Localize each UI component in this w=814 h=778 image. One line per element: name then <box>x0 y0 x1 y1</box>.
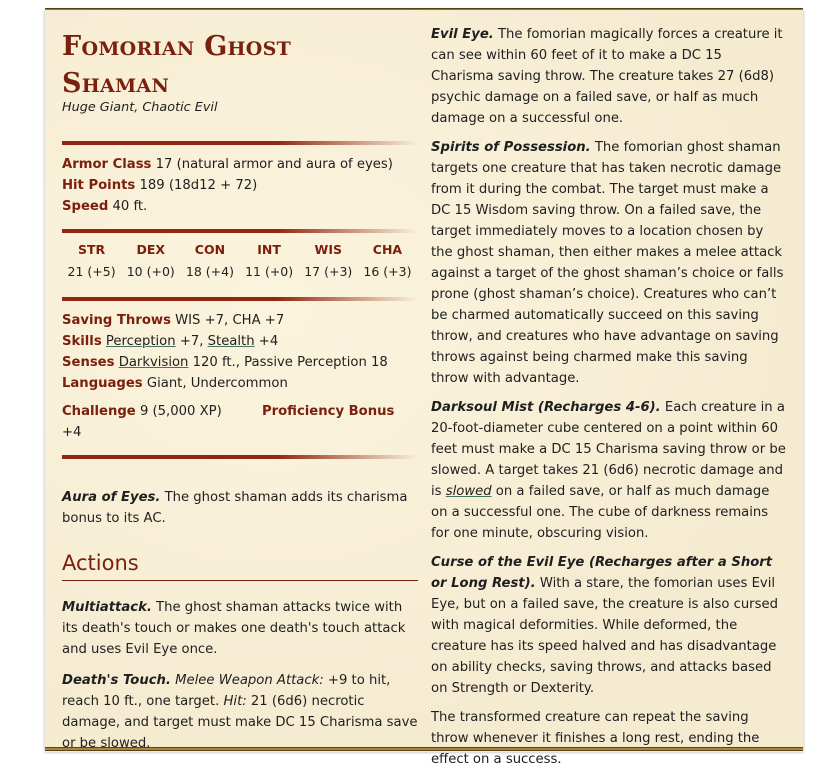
ability-con: CON 18 (+4) <box>185 242 234 279</box>
armor-class: Armor Class 17 (natural armor and aura of eyes) <box>62 157 393 172</box>
saving-throws: Saving Throws WIS +7, CHA +7 <box>62 313 285 328</box>
attributes <box>62 154 418 217</box>
ability-cha: CHA 16 (+3) <box>363 242 412 279</box>
skills: Skills Perception +7, Stealth +4 <box>62 334 279 349</box>
hit-points: Hit Points 189 (18d12 + 72) <box>62 178 258 193</box>
action-curse-of-the-evil-eye: Curse of the Evil Eye (Recharges after a Short or Long Rest). With a stare, the fomorian uses Evil Eye, but on a failed save, the creature is also cursed with magical deformities. While deformed, the creature has its speed halved and has disadvantage on ability checks, saving throws, and attacks based on Strength or Dexterity. <box>431 555 778 696</box>
monster-meta: Huge Giant, Chaotic Evil <box>62 100 218 115</box>
perception-link[interactable]: Perception <box>105 334 176 349</box>
proficiency-bonus: Proficiency Bonus +4 <box>62 404 395 440</box>
action-deaths-touch: Death's Touch. Melee Weapon Attack: +9 to hit, reach 10 ft., one target. Hit: 21 (6d6) necrotic damage, and target must make DC 15 Charisma save or be slowed. <box>62 673 418 751</box>
stealth-link[interactable]: Stealth <box>207 334 255 349</box>
speed: Speed 40 ft. <box>62 199 148 214</box>
action-multiattack: Multiattack. The ghost shaman attacks twice with its death's touch or makes one death's touch attack and uses Evil Eye once. <box>62 600 406 657</box>
stat-block-left-column <box>62 28 418 754</box>
slowed-link[interactable]: slowed <box>445 484 492 499</box>
monster-name: Fomorian Ghost Shaman <box>62 31 292 99</box>
actions-heading: Actions <box>62 549 418 581</box>
challenge: Challenge 9 (5,000 XP) <box>62 404 222 419</box>
action-spirits-of-possession: Spirits of Possession. The fomorian ghost shaman targets one creature that has taken necrotic damage from it during the combat. The target must make a DC 15 Wisdom saving throw. On a failed save, the target immediately moves to a location chosen by the ghost shaman, then either makes a melee attack against a target of the ghost shaman’s choice or falls prone (ghost shaman’s choice). Creatures who can’t be charmed automatically succeed on this saving throw, and creatures who have advantage on saving throws against being charmed make this saving throw with advantage. <box>431 140 784 386</box>
action-darksoul-mist: Darksoul Mist (Recharges 4-6). Each creature in a 20-foot-diameter cube centered on a point within 60 feet must make a DC 15 Charisma saving throw or be slowed. A target takes 21 (6d6) necrotic damage and is slowed on a failed save, or half as much damage on a successful one. The cube of darkness remains for one minute, obscuring vision. <box>431 400 786 541</box>
divider <box>62 297 418 301</box>
divider <box>62 455 418 459</box>
curse-repeat-note: The transformed creature can repeat the saving throw whenever it finishes a long rest, ending the effect on a success. <box>431 710 760 767</box>
divider <box>62 141 418 145</box>
stat-block-right-column <box>431 24 787 778</box>
challenge-row <box>62 401 418 443</box>
divider <box>62 229 418 233</box>
ability-int: INT 11 (+0) <box>245 242 294 279</box>
ability-wis: WIS 17 (+3) <box>304 242 353 279</box>
trait-aura-of-eyes: Aura of Eyes. The ghost shaman adds its charisma bonus to its AC. <box>62 490 408 526</box>
action-evil-eye: Evil Eye. The fomorian magically forces a creature it can see within 60 feet of it to make a DC 15 Charisma saving throw. The creature takes 27 (6d8) psychic damage on a failed save, or half as much damage on a successful one. <box>431 27 783 126</box>
ability-scores <box>62 239 417 283</box>
languages: Languages Giant, Undercommon <box>62 376 288 391</box>
tidbits <box>62 310 418 443</box>
ability-str: STR 21 (+5) <box>67 242 116 279</box>
senses: Senses Darkvision 120 ft., Passive Perception 18 <box>62 355 388 370</box>
darkvision-link[interactable]: Darkvision <box>118 355 189 370</box>
ability-dex: DEX 10 (+0) <box>126 242 175 279</box>
